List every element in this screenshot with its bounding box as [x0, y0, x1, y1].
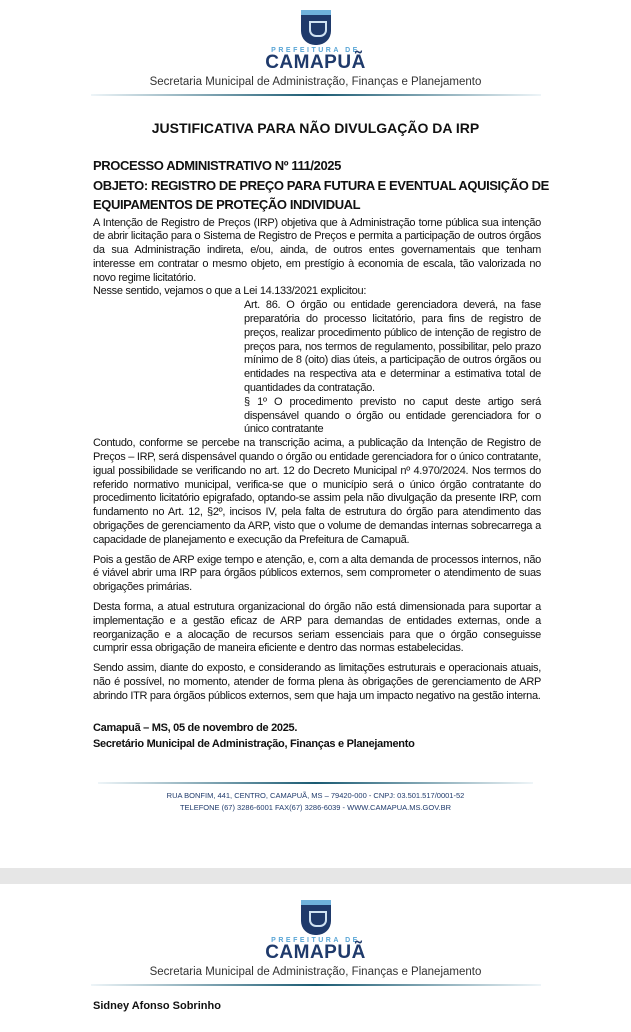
document-title: JUSTIFICATIVA PARA NÃO DIVULGAÇÃO DA IRP [151, 120, 480, 136]
process-number: PROCESSO ADMINISTRATIVO Nº 111/2025 [93, 158, 341, 173]
signatory-name: Sidney Afonso Sobrinho [93, 1000, 221, 1012]
coat-of-arms-icon [301, 10, 331, 45]
header-divider [91, 94, 541, 96]
coat-of-arms-icon [301, 900, 331, 935]
logo-name: CAMAPUÃ [265, 52, 366, 73]
paragraph: Sendo assim, diante do exposto, e considerando as limitações estruturais e operacionais atuais, não é possível, no momento, atender de forma plena às obrigações de gerenciamento de ARP abrindo ITR para órgãos públicos externos, sem que haja um impacto negativo na gestão interna. [93, 662, 541, 702]
document-body [93, 217, 541, 753]
law-quote: Art. 86. O órgão ou entidade gerenciadora deverá, na fase preparatória do processo licitatório, para fins de registro de preços, realizar procedimento público de intenção de registro de preços para, nos termos de regulamento, possibilitar, pelo prazo mínimo de 8 (oito) dias úteis, a participação de outros órgãos ou entidades na respectiva ata e determinar a estimativa total de quantidades da contratação. [244, 299, 541, 395]
document-page-2 [0, 884, 631, 1032]
department-name: Secretaria Municipal de Administração, Finanças e Planejamento [149, 966, 482, 978]
footer-address: RUA BONFIM, 441, CENTRO, CAMAPUÃ, MS – 79420-000 - CNPJ: 03.501.517/0001-52 [166, 791, 465, 801]
place-date: Camapuã – MS, 05 de novembro de 2025. [93, 721, 298, 734]
document-heading [93, 156, 553, 215]
logo-prefix: PREFEITURA DE [271, 937, 360, 944]
prefeitura-logo [0, 900, 631, 962]
footer-contact: TELEFONE (67) 3286-6001 FAX(67) 3286-6039 - WWW.CAMAPUA.MS.GOV.BR [179, 802, 452, 812]
paragraph: Desta forma, a atual estrutura organizacional do órgão não está dimensionada para suportar a implementação e a gestão eficaz de ARP para demandas de entidades externas, onde a reorganização e a alocação de recursos seriam essenciais para que o órgão conseguisse cumprir essa obrigação de maneira eficiente e dentro das normas estabelecidas. [93, 601, 541, 655]
object-line-2: EQUIPAMENTOS DE PROTEÇÃO INDIVIDUAL [93, 197, 361, 212]
paragraph: Nesse sentido, vejamos o que a Lei 14.133/2021 explicitou: [93, 285, 367, 298]
footer-divider [98, 782, 533, 784]
department-name: Secretaria Municipal de Administração, Finanças e Planejamento [149, 76, 482, 88]
signatory-role: Secretário Municipal de Administração, Finanças e Planejamento [93, 738, 415, 751]
logo-name: CAMAPUÃ [265, 942, 366, 963]
prefeitura-logo [0, 10, 631, 72]
paragraph: Pois a gestão de ARP exige tempo e atenção, e, com a alta demanda de processos internos, não é viável abrir uma IRP para órgãos públicos externos, sem comprometer o atendimento de suas obrigações primárias. [93, 553, 541, 594]
paragraph: Contudo, conforme se percebe na transcrição acima, a publicação da Intenção de Registro de Preços – IRP, será dispensável quando o órgão ou entidade gerenciadora for o único contratante, igual possibilidade se verificando no art. 12 do Decreto Municipal nº 4.970/2024. Nos termos do referido normativo municipal, verifica-se que o município será o único órgão contratante do procedimento licitatório epigrafado, optando-se assim pela não divulgação da presente IRP, com fundamento no Art. 12, §2º, incisos IV, pela falta de estrutura do órgão para atendimento das obrigações de gerenciamento da ARP, visto que o volume de demandas internas sobrecarrega a capacidade de planejamento e execução da Prefeitura de Camapuã. [93, 437, 541, 546]
header-divider [91, 984, 541, 986]
logo-prefix: PREFEITURA DE [271, 47, 360, 54]
footer [0, 790, 631, 813]
law-quote: § 1º O procedimento previsto no caput deste artigo será dispensável quando o órgão ou entidade gerenciadora for o único contratante [244, 395, 541, 436]
paragraph: A Intenção de Registro de Preços (IRP) objetiva que à Administração torne pública sua intenção de abrir licitação para o Sistema de Registro de Preços e permita a participação de outros órgãos da sua Administração indireta, e/ou, ainda, de outros entes governamentais que tenham interesse em contratar o mesmo objeto, em prestígio à economia de escala, tão valorizada no novo regime licitatório. [93, 216, 541, 284]
object-line-1: OBJETO: REGISTRO DE PREÇO PARA FUTURA E EVENTUAL AQUISIÇÃO DE [93, 177, 549, 193]
